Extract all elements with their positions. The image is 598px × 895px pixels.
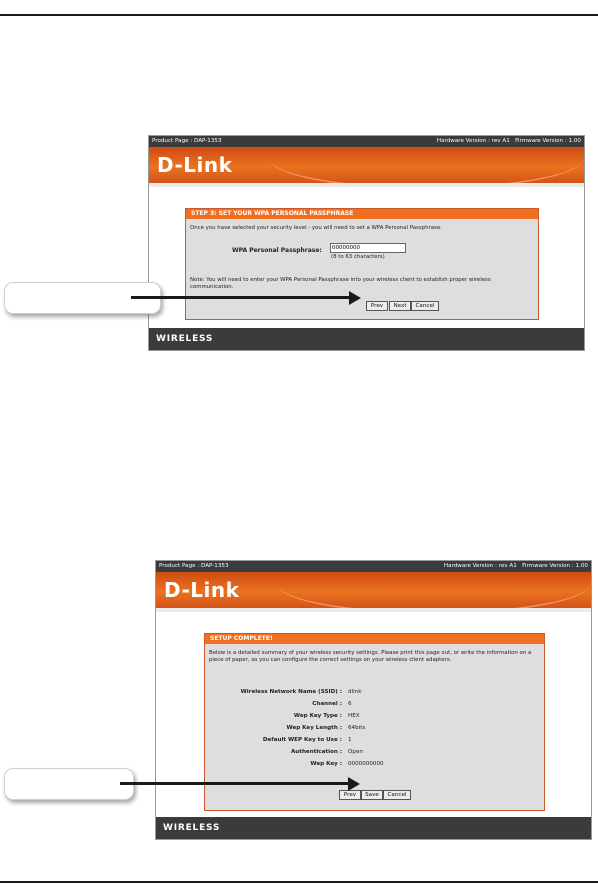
top-bar [156, 561, 591, 572]
summary-label: Authentication : [290, 749, 342, 755]
summary-label: Wep Key : [310, 761, 342, 767]
summary-value: 0000000000 [348, 761, 384, 767]
version-info [437, 136, 581, 147]
summary-table [205, 688, 545, 788]
cancel-button[interactable]: Cancel [411, 301, 439, 311]
version-info [444, 561, 588, 572]
prev-button[interactable]: Prev [339, 790, 361, 800]
intro-text: Once you have selected your security level - you will need to set a WPA Personal Passphrase. [190, 225, 442, 231]
next-button[interactable]: Next [389, 301, 411, 311]
note-text: Note: You will need to enter your WPA Personal Passphrase into your wireless client to establish proper wireless communication. [190, 277, 491, 290]
panel-title: SETUP COMPLETE! [205, 634, 544, 644]
bottom-rule [0, 881, 598, 883]
summary-value: HEX [348, 713, 360, 719]
save-button[interactable]: Save [361, 790, 383, 800]
summary-label: Wep Key Length : [286, 725, 342, 731]
summary-label: Wireless Network Name (SSID) : [240, 689, 342, 695]
pointer-arrowhead-2 [348, 777, 360, 791]
pointer-arrow-2 [120, 782, 352, 785]
product-page-label: Product Page : DAP-1353 [152, 138, 222, 144]
pointer-arrowhead-1 [349, 291, 361, 305]
top-rule [0, 14, 598, 16]
summary-label: Wep Key Type : [293, 713, 342, 719]
wpa-passphrase-panel [185, 208, 539, 320]
summary-value: dlink [348, 689, 362, 695]
passphrase-input[interactable] [330, 243, 406, 253]
screenshot-setup-complete [155, 560, 592, 840]
cancel-button[interactable]: Cancel [383, 790, 411, 800]
summary-value: 6 [348, 701, 352, 707]
wireless-footer: WIRELESS [156, 817, 591, 839]
panel-title: STEP 3: SET YOUR WPA PERSONAL PASSPHRASE [186, 209, 538, 219]
callout-box-2 [4, 768, 134, 800]
summary-label: Channel : [312, 701, 342, 707]
prev-button[interactable]: Prev [366, 301, 388, 311]
summary-label: Default WEP Key to Use : [262, 737, 342, 743]
summary-value: Open [348, 749, 363, 755]
dlink-logo: D-Link [157, 153, 233, 177]
summary-value: 1 [348, 737, 352, 743]
dlink-logo: D-Link [164, 578, 240, 602]
firmware-version: Firmware Version : 1.00 [522, 563, 588, 569]
screenshot-step3 [148, 135, 585, 351]
summary-value: 64bits [348, 725, 366, 731]
pointer-arrow-1 [131, 296, 353, 299]
top-bar [149, 136, 584, 147]
passphrase-hint: (8 to 63 characters) [331, 254, 385, 260]
dlink-banner [149, 147, 584, 183]
intro-text: Below is a detailed summary of your wireless security settings. Please print this page out, or write the information on a piece of paper, so you can configure the correct settings on your wireless client adapters. [209, 650, 532, 663]
passphrase-label: WPA Personal Passphrase: [232, 247, 322, 254]
product-page-label: Product Page : DAP-1353 [159, 563, 229, 569]
dlink-banner [156, 572, 591, 608]
wireless-footer: WIRELESS [149, 328, 584, 350]
hardware-version: Hardware Version : rev A1 [443, 563, 517, 569]
hardware-version: Hardware Version : rev A1 [436, 138, 510, 144]
firmware-version: Firmware Version : 1.00 [515, 138, 581, 144]
